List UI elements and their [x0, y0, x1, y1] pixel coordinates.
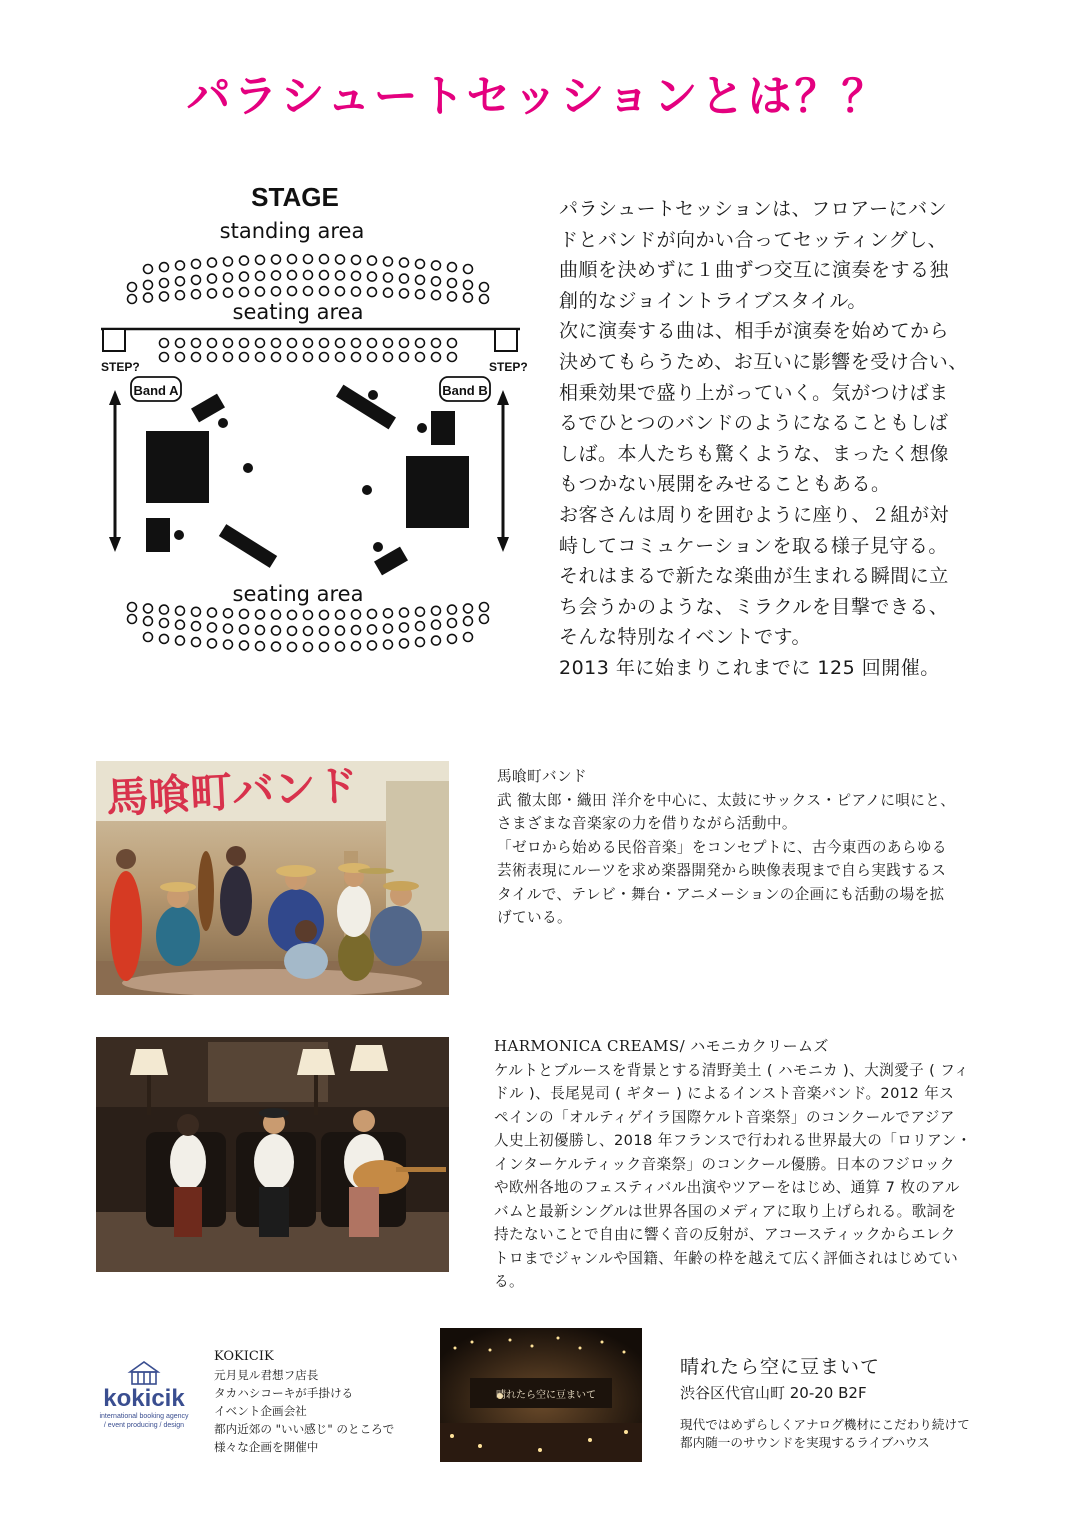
seat-circle — [128, 295, 137, 304]
seat-circle — [192, 622, 201, 631]
seat-circle — [224, 273, 233, 282]
seat-circle — [272, 255, 281, 264]
seat-circle — [288, 610, 297, 619]
seat-circle — [256, 610, 265, 619]
kokicik-line: 元月見ル君想フ店長 — [214, 1368, 319, 1382]
kokicik-line: 都内近郊の "いい感じ" のところで — [214, 1422, 395, 1436]
seat-circle — [192, 290, 201, 299]
left-double-arrow — [109, 390, 121, 552]
seat-circle — [384, 609, 393, 618]
band1-name: 馬喰町バンド — [497, 768, 587, 785]
seat-circle — [416, 607, 425, 616]
seat-circle — [176, 277, 185, 286]
seat-circle — [448, 339, 457, 348]
intro-line: 峙してコミュケーションを取る様子見守る。 — [559, 534, 948, 557]
seat-circle — [320, 642, 329, 651]
band-b-equipment — [336, 385, 469, 576]
seat-circle — [320, 287, 329, 296]
seat-circle — [352, 271, 361, 280]
seat-circle — [368, 288, 377, 297]
kokicik-line: 様々な企画を開催中 — [214, 1440, 319, 1454]
seat-circle — [256, 353, 265, 362]
seat-circle — [240, 339, 249, 348]
seat-circle — [384, 624, 393, 633]
band1-line: 芸術表現にルーツを求め楽器開発から映像表現まで自ら実践するス — [497, 862, 947, 879]
seat-circle — [288, 339, 297, 348]
seat-circle — [368, 353, 377, 362]
band2-line: トロまでジャンルや国籍、年齢の枠を越えて広く評価されはじめてい — [494, 1249, 959, 1267]
seat-circle — [464, 617, 473, 626]
right-double-arrow — [497, 390, 509, 552]
seat-circle — [224, 288, 233, 297]
seat-circle — [432, 606, 441, 615]
seat-circle — [368, 256, 377, 265]
seat-circle — [368, 339, 377, 348]
seat-circle — [480, 603, 489, 612]
seat-circle — [256, 626, 265, 635]
photo-sign-text: 馬喰町バンド — [104, 761, 360, 823]
seat-circle — [336, 642, 345, 651]
kokicik-logo-word: kokicik — [103, 1385, 185, 1412]
seat-circle — [448, 279, 457, 288]
seat-circle — [240, 625, 249, 634]
seat-circle — [240, 609, 249, 618]
intro-line: 次に演奏する曲は、相手が演奏を始めてから — [559, 320, 950, 343]
seat-circle — [416, 339, 425, 348]
seat-circle — [320, 610, 329, 619]
seat-circle — [384, 339, 393, 348]
seat-circle — [416, 622, 425, 631]
seat-circle — [304, 255, 313, 264]
seat-circle — [400, 258, 409, 267]
seat-circle — [432, 339, 441, 348]
step-right-label: STEP? — [489, 360, 528, 374]
seat-circle — [448, 292, 457, 301]
bakurocho-band-photo — [96, 761, 449, 995]
intro-line: お客さんは周りを囲むように座り、２組が対 — [559, 503, 950, 526]
band-b-label: Band B — [442, 383, 488, 398]
band1-line: タイルで、テレビ・舞台・アニメーションの企画にも活動の場を拡 — [497, 885, 945, 903]
seat-circle — [224, 339, 233, 348]
intro-paragraph — [559, 194, 979, 684]
kokicik-logo — [96, 1360, 192, 1434]
band2-line: や欧州各地のフェスティバル出演やツアーをはじめ、通算 7 枚のアル — [494, 1179, 960, 1196]
seat-circle — [400, 339, 409, 348]
seat-circle — [384, 288, 393, 297]
seat-circle — [400, 639, 409, 648]
seat-circle — [368, 272, 377, 281]
seat-circle — [240, 272, 249, 281]
seat-circle — [448, 353, 457, 362]
seat-circle — [416, 290, 425, 299]
band2-line: ドル )、長尾晃司 ( ギター ) によるインスト音楽バンド。2012 年ス — [494, 1085, 955, 1102]
band2-line: 人史上初優勝し、2018 年フランスで行われる世界最大の「ロリアン・ — [494, 1132, 972, 1149]
seat-circle — [208, 339, 217, 348]
seat-circle — [400, 274, 409, 283]
intro-line: るでひとつのバンドのようになることもしば — [559, 412, 949, 435]
seat-circle — [160, 292, 169, 301]
seat-circle — [304, 287, 313, 296]
venue-photo — [440, 1328, 642, 1462]
seat-circle — [192, 353, 201, 362]
seat-circle — [304, 339, 313, 348]
seat-circle — [416, 638, 425, 647]
seat-circle — [192, 259, 201, 268]
seat-circle — [224, 353, 233, 362]
page-title: パラシュートセッションとは？？ — [186, 71, 889, 122]
seat-circle — [224, 257, 233, 266]
seat-circle — [416, 353, 425, 362]
top-seating-circles — [128, 255, 489, 304]
kokicik-logo-sub1: international booking agency — [99, 1413, 189, 1420]
seat-circle — [272, 353, 281, 362]
seat-circle — [288, 642, 297, 651]
seat-circle — [464, 280, 473, 289]
seat-circle — [352, 255, 361, 264]
seat-circle — [320, 255, 329, 264]
intro-line: パラシュートセッションは、フロアーにバン — [559, 198, 948, 220]
seat-circle — [448, 605, 457, 614]
seat-circle — [128, 603, 137, 612]
bottom-seating-circles — [128, 603, 489, 652]
seat-circle — [192, 339, 201, 348]
band-a-equipment — [146, 394, 277, 568]
seat-circle — [288, 255, 297, 264]
seat-circle — [432, 636, 441, 645]
intro-line: もつかない展開をみせることもある。 — [559, 473, 891, 496]
intro-line: 曲順を決めずに１曲ずつ交互に演奏をする独 — [559, 259, 950, 282]
seating-area-top-label: seating area — [232, 300, 364, 324]
seat-circle — [176, 606, 185, 615]
band2-line: ケルトとブルースを背景とする清野美土 ( ハモニカ )、大渕愛子 ( フィ — [494, 1061, 970, 1079]
band-a-label: Band A — [133, 383, 179, 398]
venue-name: 晴れたら空に豆まいて — [680, 1356, 881, 1378]
seat-circle — [160, 605, 169, 614]
seat-circle — [224, 624, 233, 633]
seat-circle — [320, 271, 329, 280]
kokicik-line: イベント企画会社 — [214, 1404, 307, 1418]
seat-circle — [336, 339, 345, 348]
kokicik-name: KOKICIK — [214, 1349, 274, 1364]
seat-circle — [304, 627, 313, 636]
seat-circle — [320, 626, 329, 635]
seat-circle — [208, 289, 217, 298]
seat-circle — [160, 634, 169, 643]
seat-circle — [208, 639, 217, 648]
seat-circle — [160, 339, 169, 348]
seat-circle — [288, 271, 297, 280]
seat-circle — [320, 353, 329, 362]
seat-circle — [480, 295, 489, 304]
seat-circle — [336, 287, 345, 296]
venue-line: 現代ではめずらしくアナログ機材にこだわり続けて — [680, 1417, 970, 1432]
seat-circle — [208, 258, 217, 267]
seat-circle — [336, 353, 345, 362]
seat-circle — [464, 265, 473, 274]
seat-circle — [224, 609, 233, 618]
band2-line: バムと最新シングルは世界各国のメディアに取り上げられる。歌詞を — [494, 1202, 957, 1220]
seat-circle — [192, 275, 201, 284]
seat-circle — [384, 640, 393, 649]
kokicik-logo-sub2: / event producing / design — [103, 1422, 185, 1429]
seat-circle — [400, 353, 409, 362]
seat-circle — [176, 291, 185, 300]
harmonica-creams-photo — [96, 1037, 449, 1272]
seat-circle — [320, 339, 329, 348]
seat-circle — [160, 353, 169, 362]
seat-circle — [192, 638, 201, 647]
seat-circle — [288, 626, 297, 635]
seat-circle — [352, 339, 361, 348]
seat-circle — [352, 642, 361, 651]
seat-circle — [208, 608, 217, 617]
seat-circle — [176, 261, 185, 270]
seat-circle — [144, 280, 153, 289]
seat-circle — [304, 611, 313, 620]
seat-circle — [400, 289, 409, 298]
intro-line: しば。本人たちも驚くような、まったく想像 — [559, 442, 950, 465]
seat-circle — [448, 634, 457, 643]
step-left-box — [103, 329, 125, 351]
seat-circle — [352, 353, 361, 362]
seat-circle — [240, 353, 249, 362]
seat-circle — [192, 607, 201, 616]
seat-circle — [336, 610, 345, 619]
seat-circle — [304, 353, 313, 362]
intro-line: ドとバンドが向かい合ってセッティングし、 — [559, 228, 948, 251]
seat-circle — [272, 626, 281, 635]
band2-line: 持たないことで自由に響く音の反射が、アコースティックからエレク — [494, 1226, 956, 1243]
mid-seating-circles — [160, 339, 457, 362]
band2-name: HARMONICA CREAMS/ ハモニカクリームズ — [494, 1037, 829, 1055]
seat-circle — [144, 617, 153, 626]
seat-circle — [176, 620, 185, 629]
seat-circle — [288, 353, 297, 362]
seat-circle — [176, 353, 185, 362]
seat-circle — [272, 271, 281, 280]
seat-circle — [336, 255, 345, 264]
step-right-box — [495, 329, 517, 351]
seat-circle — [432, 620, 441, 629]
seat-circle — [336, 626, 345, 635]
seat-circle — [144, 633, 153, 642]
seat-circle — [432, 261, 441, 270]
seat-circle — [240, 256, 249, 265]
intro-line: 決めてもらうため、お互いに影響を受け合い、 — [559, 350, 968, 373]
seat-circle — [384, 273, 393, 282]
seat-circle — [208, 353, 217, 362]
seat-circle — [416, 275, 425, 284]
band2-line: る。 — [494, 1273, 524, 1290]
intro-line: そんな特別なイベントです。 — [559, 626, 811, 649]
seat-circle — [352, 610, 361, 619]
band1-line: げている。 — [497, 909, 572, 926]
band1-line: 「ゼロから始める民俗音楽」をコンセプトに、古今東西のあらゆる — [497, 838, 947, 856]
seat-circle — [432, 353, 441, 362]
seat-circle — [464, 293, 473, 302]
band2-line: ペインの「オルティゲイラ国際ケルト音楽祭」のコンクールでアジア — [494, 1108, 955, 1126]
kokicik-line: タカハシコーキが手掛ける — [214, 1386, 354, 1400]
seat-circle — [176, 339, 185, 348]
seat-circle — [176, 636, 185, 645]
band1-line: さまざまな音楽家の力を借りながら活動中。 — [497, 815, 797, 832]
seat-circle — [272, 339, 281, 348]
stage-label: STAGE — [251, 182, 339, 212]
intro-line: それはまるで新たな楽曲が生まれる瞬間に立 — [559, 565, 949, 588]
seat-circle — [384, 257, 393, 266]
step-left-label: STEP? — [101, 360, 140, 374]
seat-circle — [224, 640, 233, 649]
seat-circle — [304, 643, 313, 652]
seat-circle — [432, 291, 441, 300]
intro-line: 相乗効果で盛り上がっていく。気がつけばま — [559, 381, 949, 404]
seat-circle — [416, 259, 425, 268]
seat-circle — [160, 263, 169, 272]
seat-circle — [128, 615, 137, 624]
seat-circle — [448, 619, 457, 628]
band1-text — [497, 765, 997, 930]
seat-circle — [128, 283, 137, 292]
seat-circle — [400, 608, 409, 617]
seat-circle — [208, 274, 217, 283]
intro-line: 2013 年に始まりこれまでに 125 回開催。 — [559, 656, 940, 679]
standing-area-label: standing area — [219, 219, 365, 243]
venue-address: 渋谷区代官山町 20-20 B2F — [680, 1384, 867, 1402]
seat-circle — [304, 271, 313, 280]
seat-circle — [464, 604, 473, 613]
seat-circle — [144, 293, 153, 302]
seat-circle — [208, 623, 217, 632]
seat-circle — [272, 610, 281, 619]
venue-description — [680, 1416, 970, 1452]
seat-circle — [272, 642, 281, 651]
seat-circle — [336, 271, 345, 280]
intro-line: 創的なジョイントライブスタイル。 — [559, 289, 867, 312]
venue-sign-text: 晴れたら空に豆まいて — [496, 1390, 596, 1401]
stage-diagram — [95, 175, 535, 670]
band1-line: 武 徹太郎・織田 洋介を中心に、太鼓にサックス・ピアノに唄にと、 — [497, 791, 956, 809]
seat-circle — [384, 353, 393, 362]
seating-area-bottom-label: seating area — [232, 582, 364, 606]
kokicik-text — [214, 1348, 394, 1456]
seat-circle — [240, 288, 249, 297]
band2-line: インターケルティック音楽祭」のコンクール優勝。日本のフジロック — [494, 1155, 955, 1173]
intro-line: ち会うかのような、ミラクルを目撃できる、 — [559, 595, 949, 618]
seat-circle — [272, 287, 281, 296]
seat-circle — [288, 287, 297, 296]
seat-circle — [400, 623, 409, 632]
seat-circle — [448, 263, 457, 272]
seat-circle — [464, 633, 473, 642]
seat-circle — [256, 287, 265, 296]
seat-circle — [256, 271, 265, 280]
seat-circle — [432, 277, 441, 286]
seat-circle — [352, 287, 361, 296]
seat-circle — [368, 609, 377, 618]
seat-circle — [160, 619, 169, 628]
seat-circle — [256, 339, 265, 348]
seat-circle — [144, 604, 153, 613]
seat-circle — [352, 626, 361, 635]
seat-circle — [240, 641, 249, 650]
seat-circle — [256, 255, 265, 264]
venue-line: 都内随一のサウンドを実現するライブハウス — [680, 1435, 930, 1450]
seat-circle — [480, 283, 489, 292]
seat-circle — [368, 625, 377, 634]
band2-text — [494, 1035, 1004, 1294]
seat-circle — [256, 642, 265, 651]
seat-circle — [160, 279, 169, 288]
seat-circle — [368, 641, 377, 650]
seat-circle — [480, 615, 489, 624]
seat-circle — [144, 265, 153, 274]
